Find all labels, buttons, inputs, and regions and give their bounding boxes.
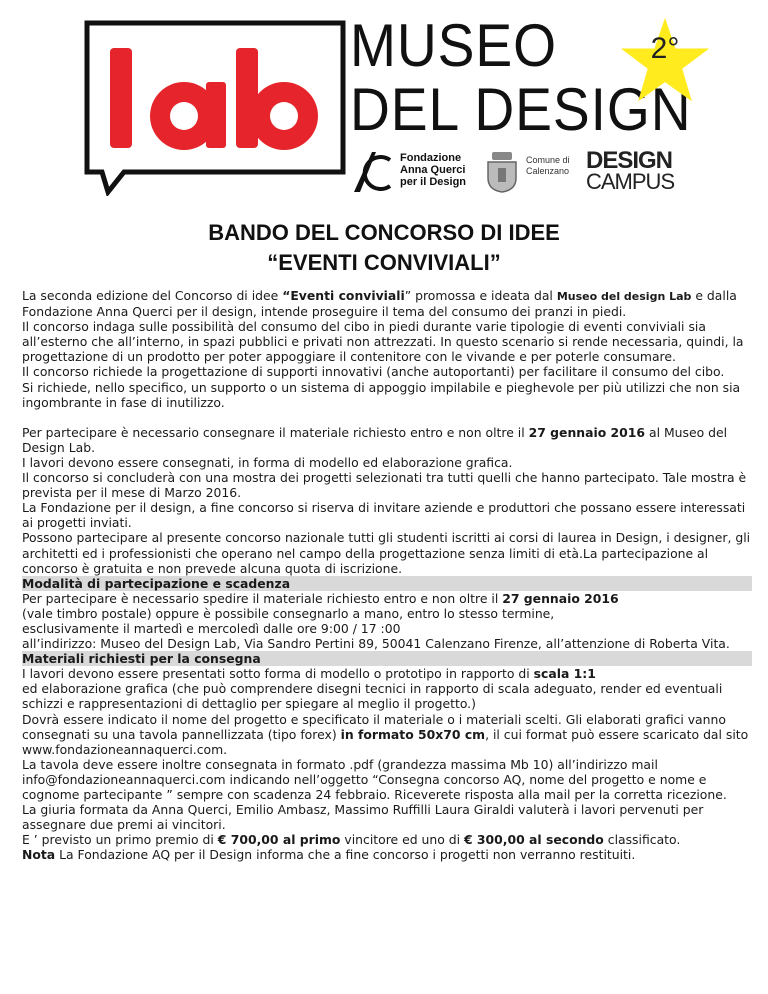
text-run: scala 1:1 bbox=[533, 666, 596, 682]
materiali-paragraph-4: La tavola deve essere inoltre consegnata in formato .pdf (grandezza massima Mb 10) all’indirizzo mail info@fondazioneannaquerci.com indicando nell’oggetto “Consegna concorso AQ, nome del progetto e nome e cognome partecipante ” sempre con scadenza 24 febbraio. Riceverete risposta alla mail per la corretta ricezione. bbox=[22, 756, 727, 802]
text-run: 27 gennaio 2016 bbox=[528, 424, 646, 440]
text-run: vincitore ed uno di bbox=[340, 832, 464, 848]
design-campus-logo bbox=[586, 147, 696, 194]
text-run: Museo del design Lab bbox=[556, 290, 692, 303]
text-run: La Fondazione AQ per il Design informa che a fine concorso i progetti non verranno restituiti. bbox=[55, 847, 636, 863]
text-run: “Eventi conviviali bbox=[282, 288, 405, 303]
materiali-paragraph-7 bbox=[22, 847, 752, 862]
comune-line2: Calenzano bbox=[526, 166, 570, 176]
comune-text bbox=[526, 155, 586, 177]
design-campus-line2: CAMPUS bbox=[586, 169, 675, 194]
lab-logo bbox=[84, 20, 346, 196]
document-body bbox=[22, 288, 752, 862]
text-run: Per partecipare è necessario spedire il materiale richiesto entro e non oltre il bbox=[22, 590, 503, 606]
intro-paragraph-4: Si richiede, nello specifico, un supporto o un sistema di appoggio impilabile e pieghevole per più utilizzi che non sia ingombrante in fase di inutilizzo. bbox=[22, 379, 741, 410]
participation-paragraph-4: La Fondazione per il design, a fine concorso si riserva di invitare aziende e produttori che possano essere interessati ai progetti inviati. bbox=[22, 500, 746, 531]
text-run: ” promossa e ideata dal bbox=[404, 288, 557, 303]
title-line1: BANDO DEL CONCORSO DI IDEE bbox=[208, 220, 560, 245]
edition-badge: 2° bbox=[650, 32, 680, 65]
materiali-paragraph-2: ed elaborazione grafica (che può comprendere disegni tecnici in rapporto di scala adeguato, render ed eventuali schizzi e rappresentazioni di dettaglio per spiegare al meglio il progetto.) bbox=[22, 681, 723, 712]
section-heading-modalita: Modalità di partecipazione e scadenza bbox=[22, 576, 752, 591]
text-run: La seconda edizione del Concorso di idee bbox=[22, 288, 283, 303]
modalita-paragraph-1 bbox=[22, 591, 752, 606]
section-heading-materiali: Materiali richiesti per la consegna bbox=[22, 651, 752, 666]
intro-paragraph-1 bbox=[22, 288, 752, 319]
participation-paragraph-1 bbox=[22, 425, 752, 455]
text-run: Nota bbox=[22, 847, 56, 863]
fondazione-text bbox=[400, 152, 490, 188]
text-run: in formato 50x70 cm bbox=[340, 726, 486, 742]
text-run: Per partecipare è necessario consegnare il materiale richiesto entro e non oltre il bbox=[22, 424, 529, 440]
materiali-paragraph-6 bbox=[22, 832, 752, 847]
modalita-paragraph-3: esclusivamente il martedì e mercoledì dalle ore 9:00 / 17 :00 bbox=[22, 620, 401, 636]
text-run: 27 gennaio 2016 bbox=[502, 590, 619, 606]
comune-line1: Comune di bbox=[526, 155, 570, 165]
modalita-paragraph-4: all’indirizzo: Museo del Design Lab, Via Sandro Pertini 89, 50041 Calenzano Firenze, all’attenzione di Roberta Vita. bbox=[22, 636, 730, 652]
participation-paragraph-3: Il concorso si concluderà con una mostra dei progetti selezionati tra tutti quelli che hanno partecipato. Tale mostra è prevista per il mese di Marzo 2016. bbox=[22, 470, 747, 501]
comune-crest-icon bbox=[484, 150, 520, 194]
text-run: , il cui format può essere scaricato dal sito www.fondazioneannaquerci.com. bbox=[22, 726, 749, 757]
text-run: € 300,00 al secondo bbox=[463, 832, 604, 848]
museo-title-line2: DEL DESIGN bbox=[350, 76, 692, 143]
header bbox=[0, 0, 768, 205]
text-run: I lavori devono essere presentati sotto forma di modello o prototipo in rapporto di bbox=[22, 666, 534, 682]
modalita-paragraph-2: (vale timbro postale) oppure è possibile consegnarlo a mano, entro lo stesso termine, bbox=[22, 605, 555, 621]
spacer bbox=[22, 410, 752, 425]
text-run: Dovrà essere indicato il nome del progetto e specificato il materiale o i materiali scelti. Gli elaborati grafici vanno consegnati su una tavola pannellizzata (tipo forex) bbox=[22, 711, 726, 742]
text-run: € 700,00 al primo bbox=[217, 832, 341, 848]
fondazione-line3: per il Design bbox=[400, 176, 467, 188]
museo-title-line1: MUSEO bbox=[350, 12, 558, 79]
text-run: al Museo del Design Lab. bbox=[22, 424, 728, 455]
title-line2: “EVENTI CONVIVIALI” bbox=[267, 250, 501, 275]
text-run: E ’ previsto un primo premio di bbox=[22, 832, 218, 848]
fondazione-line1: Fondazione bbox=[400, 152, 462, 164]
materiali-paragraph-5: La giuria formata da Anna Querci, Emilio Ambasz, Massimo Ruffilli Laura Giraldi valuterà i lavori pervenuti per assegnare due premi ai vincitori. bbox=[22, 802, 704, 833]
materiali-paragraph-3 bbox=[22, 712, 752, 757]
fondazione-line2: Anna Querci bbox=[400, 164, 466, 176]
page-title bbox=[0, 218, 768, 278]
fondazione-logo-icon bbox=[350, 148, 398, 196]
text-run: e dalla Fondazione Anna Querci per il design, intende proseguire il tema del consumo dei pranzi in piedi. bbox=[22, 288, 737, 320]
materiali-paragraph-1 bbox=[22, 666, 752, 681]
participation-paragraph-2: I lavori devono essere consegnati, in forma di modello ed elaborazione grafica. bbox=[22, 454, 513, 470]
text-run: classificato. bbox=[603, 832, 681, 848]
intro-paragraph-2: Il concorso indaga sulle possibilità del consumo del cibo in piedi durante varie tipologie di eventi conviviali sia all’esterno che all’interno, in spazi pubblici e privati non attrezzati. In questo scenario si rende necessaria, quindi, la progettazione di un prodotto per poter appoggiare il contenitore con le vivande e per poterle consumare. bbox=[22, 319, 744, 365]
participation-paragraph-5: Possono partecipare al presente concorso nazionale tutti gli studenti iscritti ai corsi di laurea in Design, i designer, gli architetti ed i professionisti che operano nel campo della progettazione senza limiti di età.La partecipazione al concorso è gratuita e non prevede alcuna quota di iscrizione. bbox=[22, 530, 751, 576]
design-campus-line1: DESIGN bbox=[586, 147, 673, 174]
intro-paragraph-3: Il concorso richiede la progettazione di supporti innovativi (anche autoportanti) per facilitare il consumo del cibo. bbox=[22, 364, 725, 380]
